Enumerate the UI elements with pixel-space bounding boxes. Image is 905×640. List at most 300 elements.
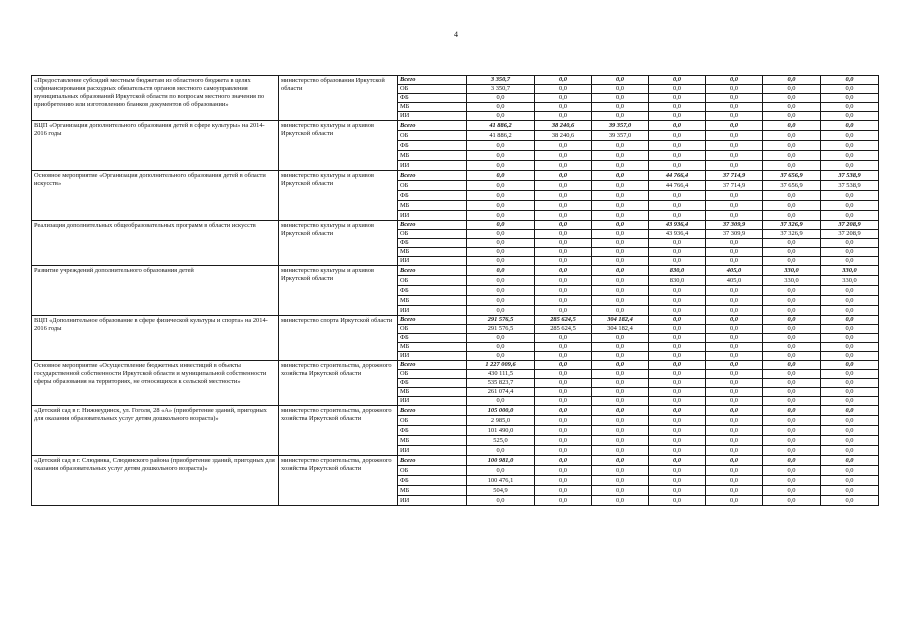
amount-cell: 0,0	[649, 466, 706, 476]
amount-cell: 0,0	[592, 379, 649, 388]
amount-cell: 0,0	[467, 466, 535, 476]
amount-cell: 0,0	[821, 476, 879, 486]
amount-cell: 0,0	[763, 191, 821, 201]
amount-cell: 0,0	[763, 370, 821, 379]
amount-cell: 0,0	[763, 239, 821, 248]
amount-cell: 0,0	[763, 466, 821, 476]
funding-source: ОБ	[398, 230, 467, 239]
funding-source: Всего	[398, 121, 467, 131]
amount-cell: 0,0	[649, 496, 706, 506]
amount-cell: 304 182,4	[592, 325, 649, 334]
amount-cell: 0,0	[535, 221, 592, 230]
amount-cell: 0,0	[535, 456, 592, 466]
amount-cell: 0,0	[592, 343, 649, 352]
amount-cell: 0,0	[649, 361, 706, 370]
amount-cell: 0,0	[763, 416, 821, 426]
amount-cell: 0,0	[649, 103, 706, 112]
amount-cell: 0,0	[467, 171, 535, 181]
program-description: ВЦП «Дополнительное образование в сфере физической культуры и спорта» на 2014-2016 годы	[32, 316, 279, 361]
amount-cell: 0,0	[467, 141, 535, 151]
amount-cell: 0,0	[706, 76, 763, 85]
amount-cell: 0,0	[535, 370, 592, 379]
amount-cell: 0,0	[821, 316, 879, 325]
responsible-executor: министерство строительства, дорожного хозяйства Иркутской области	[279, 406, 398, 456]
funding-source: ОБ	[398, 181, 467, 191]
amount-cell: 830,0	[649, 276, 706, 286]
amount-cell: 0,0	[763, 161, 821, 171]
funding-source: ФБ	[398, 239, 467, 248]
amount-cell: 0,0	[763, 131, 821, 141]
amount-cell: 44 766,4	[649, 171, 706, 181]
amount-cell: 37 714,9	[706, 181, 763, 191]
amount-cell: 0,0	[706, 112, 763, 121]
budget-table-body	[32, 76, 879, 506]
table-row-total	[32, 406, 879, 416]
amount-cell: 0,0	[706, 446, 763, 456]
table-row-total	[32, 266, 879, 276]
amount-cell: 0,0	[592, 257, 649, 266]
amount-cell: 0,0	[706, 325, 763, 334]
amount-cell: 0,0	[535, 361, 592, 370]
program-description: Развитие учреждений дополнительного образования детей	[32, 266, 279, 316]
amount-cell: 0,0	[821, 436, 879, 446]
amount-cell: 0,0	[535, 257, 592, 266]
amount-cell: 0,0	[592, 85, 649, 94]
amount-cell: 38 240,6	[535, 121, 592, 131]
amount-cell: 0,0	[763, 476, 821, 486]
amount-cell: 0,0	[467, 221, 535, 230]
amount-cell: 0,0	[649, 306, 706, 316]
amount-cell: 0,0	[706, 211, 763, 221]
amount-cell: 0,0	[706, 257, 763, 266]
amount-cell: 44 766,4	[649, 181, 706, 191]
amount-cell: 0,0	[821, 466, 879, 476]
amount-cell: 0,0	[763, 379, 821, 388]
amount-cell: 0,0	[706, 306, 763, 316]
amount-cell: 0,0	[821, 191, 879, 201]
amount-cell: 0,0	[821, 248, 879, 257]
amount-cell: 0,0	[649, 456, 706, 466]
amount-cell: 535 823,7	[467, 379, 535, 388]
amount-cell: 0,0	[821, 486, 879, 496]
amount-cell: 0,0	[706, 486, 763, 496]
amount-cell: 0,0	[467, 248, 535, 257]
amount-cell: 0,0	[535, 416, 592, 426]
amount-cell: 304 182,4	[592, 316, 649, 325]
amount-cell: 0,0	[821, 416, 879, 426]
amount-cell: 0,0	[821, 343, 879, 352]
amount-cell: 0,0	[706, 343, 763, 352]
amount-cell: 0,0	[763, 334, 821, 343]
amount-cell: 0,0	[821, 325, 879, 334]
amount-cell: 37 208,9	[821, 230, 879, 239]
amount-cell: 0,0	[821, 456, 879, 466]
amount-cell: 0,0	[467, 161, 535, 171]
amount-cell: 0,0	[535, 76, 592, 85]
funding-source: ИИ	[398, 397, 467, 406]
amount-cell: 1 227 009,6	[467, 361, 535, 370]
funding-source: МБ	[398, 103, 467, 112]
amount-cell: 37 538,9	[821, 181, 879, 191]
amount-cell: 0,0	[649, 343, 706, 352]
amount-cell: 0,0	[649, 211, 706, 221]
amount-cell: 0,0	[821, 397, 879, 406]
funding-source: Всего	[398, 456, 467, 466]
amount-cell: 0,0	[763, 456, 821, 466]
amount-cell: 0,0	[649, 76, 706, 85]
amount-cell: 0,0	[821, 239, 879, 248]
amount-cell: 0,0	[535, 151, 592, 161]
amount-cell: 0,0	[467, 211, 535, 221]
amount-cell: 105 000,0	[467, 406, 535, 416]
amount-cell: 0,0	[763, 201, 821, 211]
amount-cell: 0,0	[649, 248, 706, 257]
amount-cell: 0,0	[649, 379, 706, 388]
program-description: «Детский сад в г. Слюдянка, Слюдянского района (приобретение зданий, пригодных для оказания образовательных услуг детям дошкольного возраста)»	[32, 456, 279, 506]
amount-cell: 0,0	[592, 230, 649, 239]
funding-source: МБ	[398, 388, 467, 397]
funding-source: ФБ	[398, 334, 467, 343]
amount-cell: 0,0	[706, 191, 763, 201]
amount-cell: 37 208,9	[821, 221, 879, 230]
amount-cell: 0,0	[535, 486, 592, 496]
amount-cell: 0,0	[467, 151, 535, 161]
amount-cell: 0,0	[592, 161, 649, 171]
amount-cell: 0,0	[706, 248, 763, 257]
funding-source: ФБ	[398, 286, 467, 296]
amount-cell: 0,0	[592, 286, 649, 296]
amount-cell: 0,0	[535, 466, 592, 476]
amount-cell: 0,0	[592, 397, 649, 406]
amount-cell: 38 240,6	[535, 131, 592, 141]
funding-source: Всего	[398, 221, 467, 230]
responsible-executor: министерство образования Иркутской области	[279, 76, 398, 121]
amount-cell: 0,0	[763, 211, 821, 221]
amount-cell: 0,0	[763, 151, 821, 161]
amount-cell: 0,0	[592, 361, 649, 370]
funding-source: ФБ	[398, 94, 467, 103]
amount-cell: 0,0	[592, 352, 649, 361]
amount-cell: 0,0	[649, 121, 706, 131]
amount-cell: 0,0	[763, 436, 821, 446]
amount-cell: 0,0	[535, 239, 592, 248]
program-description: Основное мероприятие «Организация дополнительного образования детей в области искусств»	[32, 171, 279, 221]
amount-cell: 0,0	[535, 306, 592, 316]
amount-cell: 0,0	[592, 171, 649, 181]
amount-cell: 0,0	[535, 85, 592, 94]
amount-cell: 0,0	[467, 103, 535, 112]
funding-source: МБ	[398, 248, 467, 257]
amount-cell: 0,0	[706, 379, 763, 388]
amount-cell: 0,0	[467, 112, 535, 121]
amount-cell: 261 074,4	[467, 388, 535, 397]
amount-cell: 0,0	[763, 306, 821, 316]
amount-cell: 330,0	[763, 276, 821, 286]
amount-cell: 0,0	[763, 103, 821, 112]
amount-cell: 291 576,5	[467, 316, 535, 325]
amount-cell: 0,0	[467, 306, 535, 316]
amount-cell: 0,0	[821, 151, 879, 161]
amount-cell: 0,0	[592, 334, 649, 343]
amount-cell: 0,0	[649, 286, 706, 296]
amount-cell: 37 538,9	[821, 171, 879, 181]
funding-source: ИИ	[398, 496, 467, 506]
amount-cell: 0,0	[592, 76, 649, 85]
amount-cell: 0,0	[467, 446, 535, 456]
amount-cell: 0,0	[649, 316, 706, 325]
amount-cell: 0,0	[467, 191, 535, 201]
amount-cell: 0,0	[535, 343, 592, 352]
table-row-total	[32, 316, 879, 325]
amount-cell: 0,0	[535, 379, 592, 388]
amount-cell: 0,0	[535, 248, 592, 257]
amount-cell: 0,0	[821, 352, 879, 361]
amount-cell: 0,0	[535, 352, 592, 361]
amount-cell: 39 357,0	[592, 131, 649, 141]
funding-source: ФБ	[398, 426, 467, 436]
amount-cell: 525,0	[467, 436, 535, 446]
funding-source: ОБ	[398, 466, 467, 476]
amount-cell: 0,0	[467, 352, 535, 361]
funding-source: МБ	[398, 343, 467, 352]
responsible-executor: министерство строительства, дорожного хозяйства Иркутской области	[279, 361, 398, 406]
amount-cell: 0,0	[467, 334, 535, 343]
amount-cell: 0,0	[763, 486, 821, 496]
funding-source: ОБ	[398, 131, 467, 141]
amount-cell: 0,0	[649, 112, 706, 121]
amount-cell: 0,0	[592, 466, 649, 476]
amount-cell: 0,0	[649, 426, 706, 436]
table-row-total	[32, 221, 879, 230]
amount-cell: 0,0	[821, 161, 879, 171]
amount-cell: 0,0	[763, 325, 821, 334]
amount-cell: 100 981,0	[467, 456, 535, 466]
amount-cell: 0,0	[763, 496, 821, 506]
amount-cell: 0,0	[706, 436, 763, 446]
amount-cell: 0,0	[821, 94, 879, 103]
amount-cell: 0,0	[592, 416, 649, 426]
amount-cell: 0,0	[649, 151, 706, 161]
program-description: Реализация дополнительных общеобразовательных программ в области искусств	[32, 221, 279, 266]
amount-cell: 0,0	[706, 131, 763, 141]
amount-cell: 0,0	[821, 496, 879, 506]
amount-cell: 0,0	[821, 306, 879, 316]
amount-cell: 37 656,9	[763, 171, 821, 181]
amount-cell: 0,0	[763, 343, 821, 352]
program-description: «Предоставление субсидий местным бюджетам из областного бюджета в целях софинансирования расходных обязательств органов местного самоуправления муниципальных образований Иркутской области по вопросам местного значения по приобретению или изготовлению бланков документов об образовании»	[32, 76, 279, 121]
amount-cell: 0,0	[821, 141, 879, 151]
amount-cell: 0,0	[706, 239, 763, 248]
amount-cell: 0,0	[592, 476, 649, 486]
amount-cell: 0,0	[535, 230, 592, 239]
amount-cell: 0,0	[592, 239, 649, 248]
amount-cell: 0,0	[592, 151, 649, 161]
amount-cell: 0,0	[467, 230, 535, 239]
amount-cell: 0,0	[706, 286, 763, 296]
amount-cell: 0,0	[821, 426, 879, 436]
amount-cell: 0,0	[706, 388, 763, 397]
amount-cell: 0,0	[706, 496, 763, 506]
amount-cell: 0,0	[592, 306, 649, 316]
amount-cell: 37 326,9	[763, 221, 821, 230]
amount-cell: 0,0	[821, 334, 879, 343]
funding-source: ИИ	[398, 352, 467, 361]
amount-cell: 0,0	[649, 352, 706, 361]
amount-cell: 0,0	[706, 334, 763, 343]
responsible-executor: министерство спорта Иркутской области	[279, 316, 398, 361]
amount-cell: 0,0	[535, 286, 592, 296]
amount-cell: 0,0	[592, 94, 649, 103]
amount-cell: 0,0	[706, 161, 763, 171]
table-row-total	[32, 171, 879, 181]
amount-cell: 0,0	[821, 446, 879, 456]
amount-cell: 0,0	[467, 276, 535, 286]
amount-cell: 0,0	[706, 476, 763, 486]
amount-cell: 0,0	[763, 426, 821, 436]
funding-source: Всего	[398, 316, 467, 325]
amount-cell: 0,0	[706, 397, 763, 406]
amount-cell: 0,0	[649, 257, 706, 266]
amount-cell: 0,0	[706, 370, 763, 379]
amount-cell: 0,0	[763, 361, 821, 370]
funding-source: ОБ	[398, 85, 467, 94]
amount-cell: 0,0	[706, 456, 763, 466]
amount-cell: 0,0	[592, 211, 649, 221]
amount-cell: 0,0	[649, 325, 706, 334]
funding-source: Всего	[398, 76, 467, 85]
amount-cell: 0,0	[649, 141, 706, 151]
amount-cell: 0,0	[821, 85, 879, 94]
amount-cell: 0,0	[592, 296, 649, 306]
funding-source: ИИ	[398, 161, 467, 171]
amount-cell: 43 936,4	[649, 221, 706, 230]
amount-cell: 0,0	[467, 181, 535, 191]
amount-cell: 0,0	[592, 276, 649, 286]
amount-cell: 0,0	[821, 388, 879, 397]
amount-cell: 0,0	[467, 257, 535, 266]
amount-cell: 285 624,5	[535, 316, 592, 325]
funding-source: Всего	[398, 406, 467, 416]
amount-cell: 330,0	[821, 276, 879, 286]
funding-source: МБ	[398, 151, 467, 161]
amount-cell: 0,0	[592, 181, 649, 191]
amount-cell: 0,0	[649, 296, 706, 306]
amount-cell: 0,0	[535, 446, 592, 456]
amount-cell: 0,0	[649, 85, 706, 94]
funding-source: ФБ	[398, 476, 467, 486]
amount-cell: 0,0	[706, 426, 763, 436]
amount-cell: 0,0	[706, 201, 763, 211]
amount-cell: 0,0	[706, 352, 763, 361]
amount-cell: 0,0	[821, 211, 879, 221]
amount-cell: 41 886,2	[467, 131, 535, 141]
amount-cell: 37 714,9	[706, 171, 763, 181]
amount-cell: 0,0	[821, 201, 879, 211]
amount-cell: 0,0	[535, 161, 592, 171]
amount-cell: 0,0	[535, 191, 592, 201]
funding-source: ИИ	[398, 257, 467, 266]
amount-cell: 0,0	[706, 361, 763, 370]
amount-cell: 0,0	[535, 94, 592, 103]
amount-cell: 0,0	[706, 85, 763, 94]
amount-cell: 0,0	[649, 334, 706, 343]
funding-source: ОБ	[398, 416, 467, 426]
table-row-total	[32, 121, 879, 131]
funding-source: Всего	[398, 266, 467, 276]
page-number: 4	[454, 30, 458, 39]
amount-cell: 0,0	[649, 436, 706, 446]
amount-cell: 0,0	[821, 112, 879, 121]
amount-cell: 101 490,0	[467, 426, 535, 436]
amount-cell: 504,9	[467, 486, 535, 496]
amount-cell: 37 656,9	[763, 181, 821, 191]
amount-cell: 0,0	[592, 436, 649, 446]
amount-cell: 0,0	[706, 94, 763, 103]
amount-cell: 0,0	[706, 316, 763, 325]
amount-cell: 0,0	[763, 85, 821, 94]
responsible-executor: министерство культуры и архивов Иркутской области	[279, 171, 398, 221]
amount-cell: 0,0	[535, 276, 592, 286]
amount-cell: 0,0	[592, 426, 649, 436]
amount-cell: 0,0	[535, 436, 592, 446]
funding-source: МБ	[398, 436, 467, 446]
amount-cell: 0,0	[706, 151, 763, 161]
amount-cell: 0,0	[649, 416, 706, 426]
amount-cell: 0,0	[649, 161, 706, 171]
funding-source: ИИ	[398, 306, 467, 316]
amount-cell: 0,0	[467, 397, 535, 406]
amount-cell: 330,0	[821, 266, 879, 276]
funding-source: ФБ	[398, 379, 467, 388]
amount-cell: 0,0	[467, 201, 535, 211]
amount-cell: 0,0	[592, 388, 649, 397]
amount-cell: 0,0	[592, 103, 649, 112]
funding-source: ИИ	[398, 446, 467, 456]
amount-cell: 0,0	[535, 266, 592, 276]
amount-cell: 0,0	[592, 446, 649, 456]
amount-cell: 0,0	[821, 286, 879, 296]
amount-cell: 285 624,5	[535, 325, 592, 334]
amount-cell: 830,0	[649, 266, 706, 276]
amount-cell: 0,0	[649, 388, 706, 397]
amount-cell: 0,0	[535, 171, 592, 181]
funding-source: МБ	[398, 201, 467, 211]
amount-cell: 39 357,0	[592, 121, 649, 131]
amount-cell: 0,0	[706, 296, 763, 306]
responsible-executor: министерство культуры и архивов Иркутской области	[279, 266, 398, 316]
amount-cell: 0,0	[763, 406, 821, 416]
amount-cell: 0,0	[535, 141, 592, 151]
amount-cell: 0,0	[763, 121, 821, 131]
table-row-total	[32, 361, 879, 370]
amount-cell: 0,0	[649, 94, 706, 103]
amount-cell: 0,0	[535, 334, 592, 343]
funding-source: Всего	[398, 171, 467, 181]
amount-cell: 43 936,4	[649, 230, 706, 239]
funding-source: ОБ	[398, 325, 467, 334]
amount-cell: 0,0	[592, 141, 649, 151]
responsible-executor: министерство культуры и архивов Иркутской области	[279, 121, 398, 171]
amount-cell: 430 111,5	[467, 370, 535, 379]
amount-cell: 0,0	[706, 406, 763, 416]
amount-cell: 0,0	[821, 296, 879, 306]
amount-cell: 0,0	[821, 121, 879, 131]
amount-cell: 0,0	[763, 352, 821, 361]
amount-cell: 0,0	[535, 112, 592, 121]
amount-cell: 0,0	[592, 266, 649, 276]
amount-cell: 0,0	[649, 446, 706, 456]
amount-cell: 0,0	[821, 76, 879, 85]
